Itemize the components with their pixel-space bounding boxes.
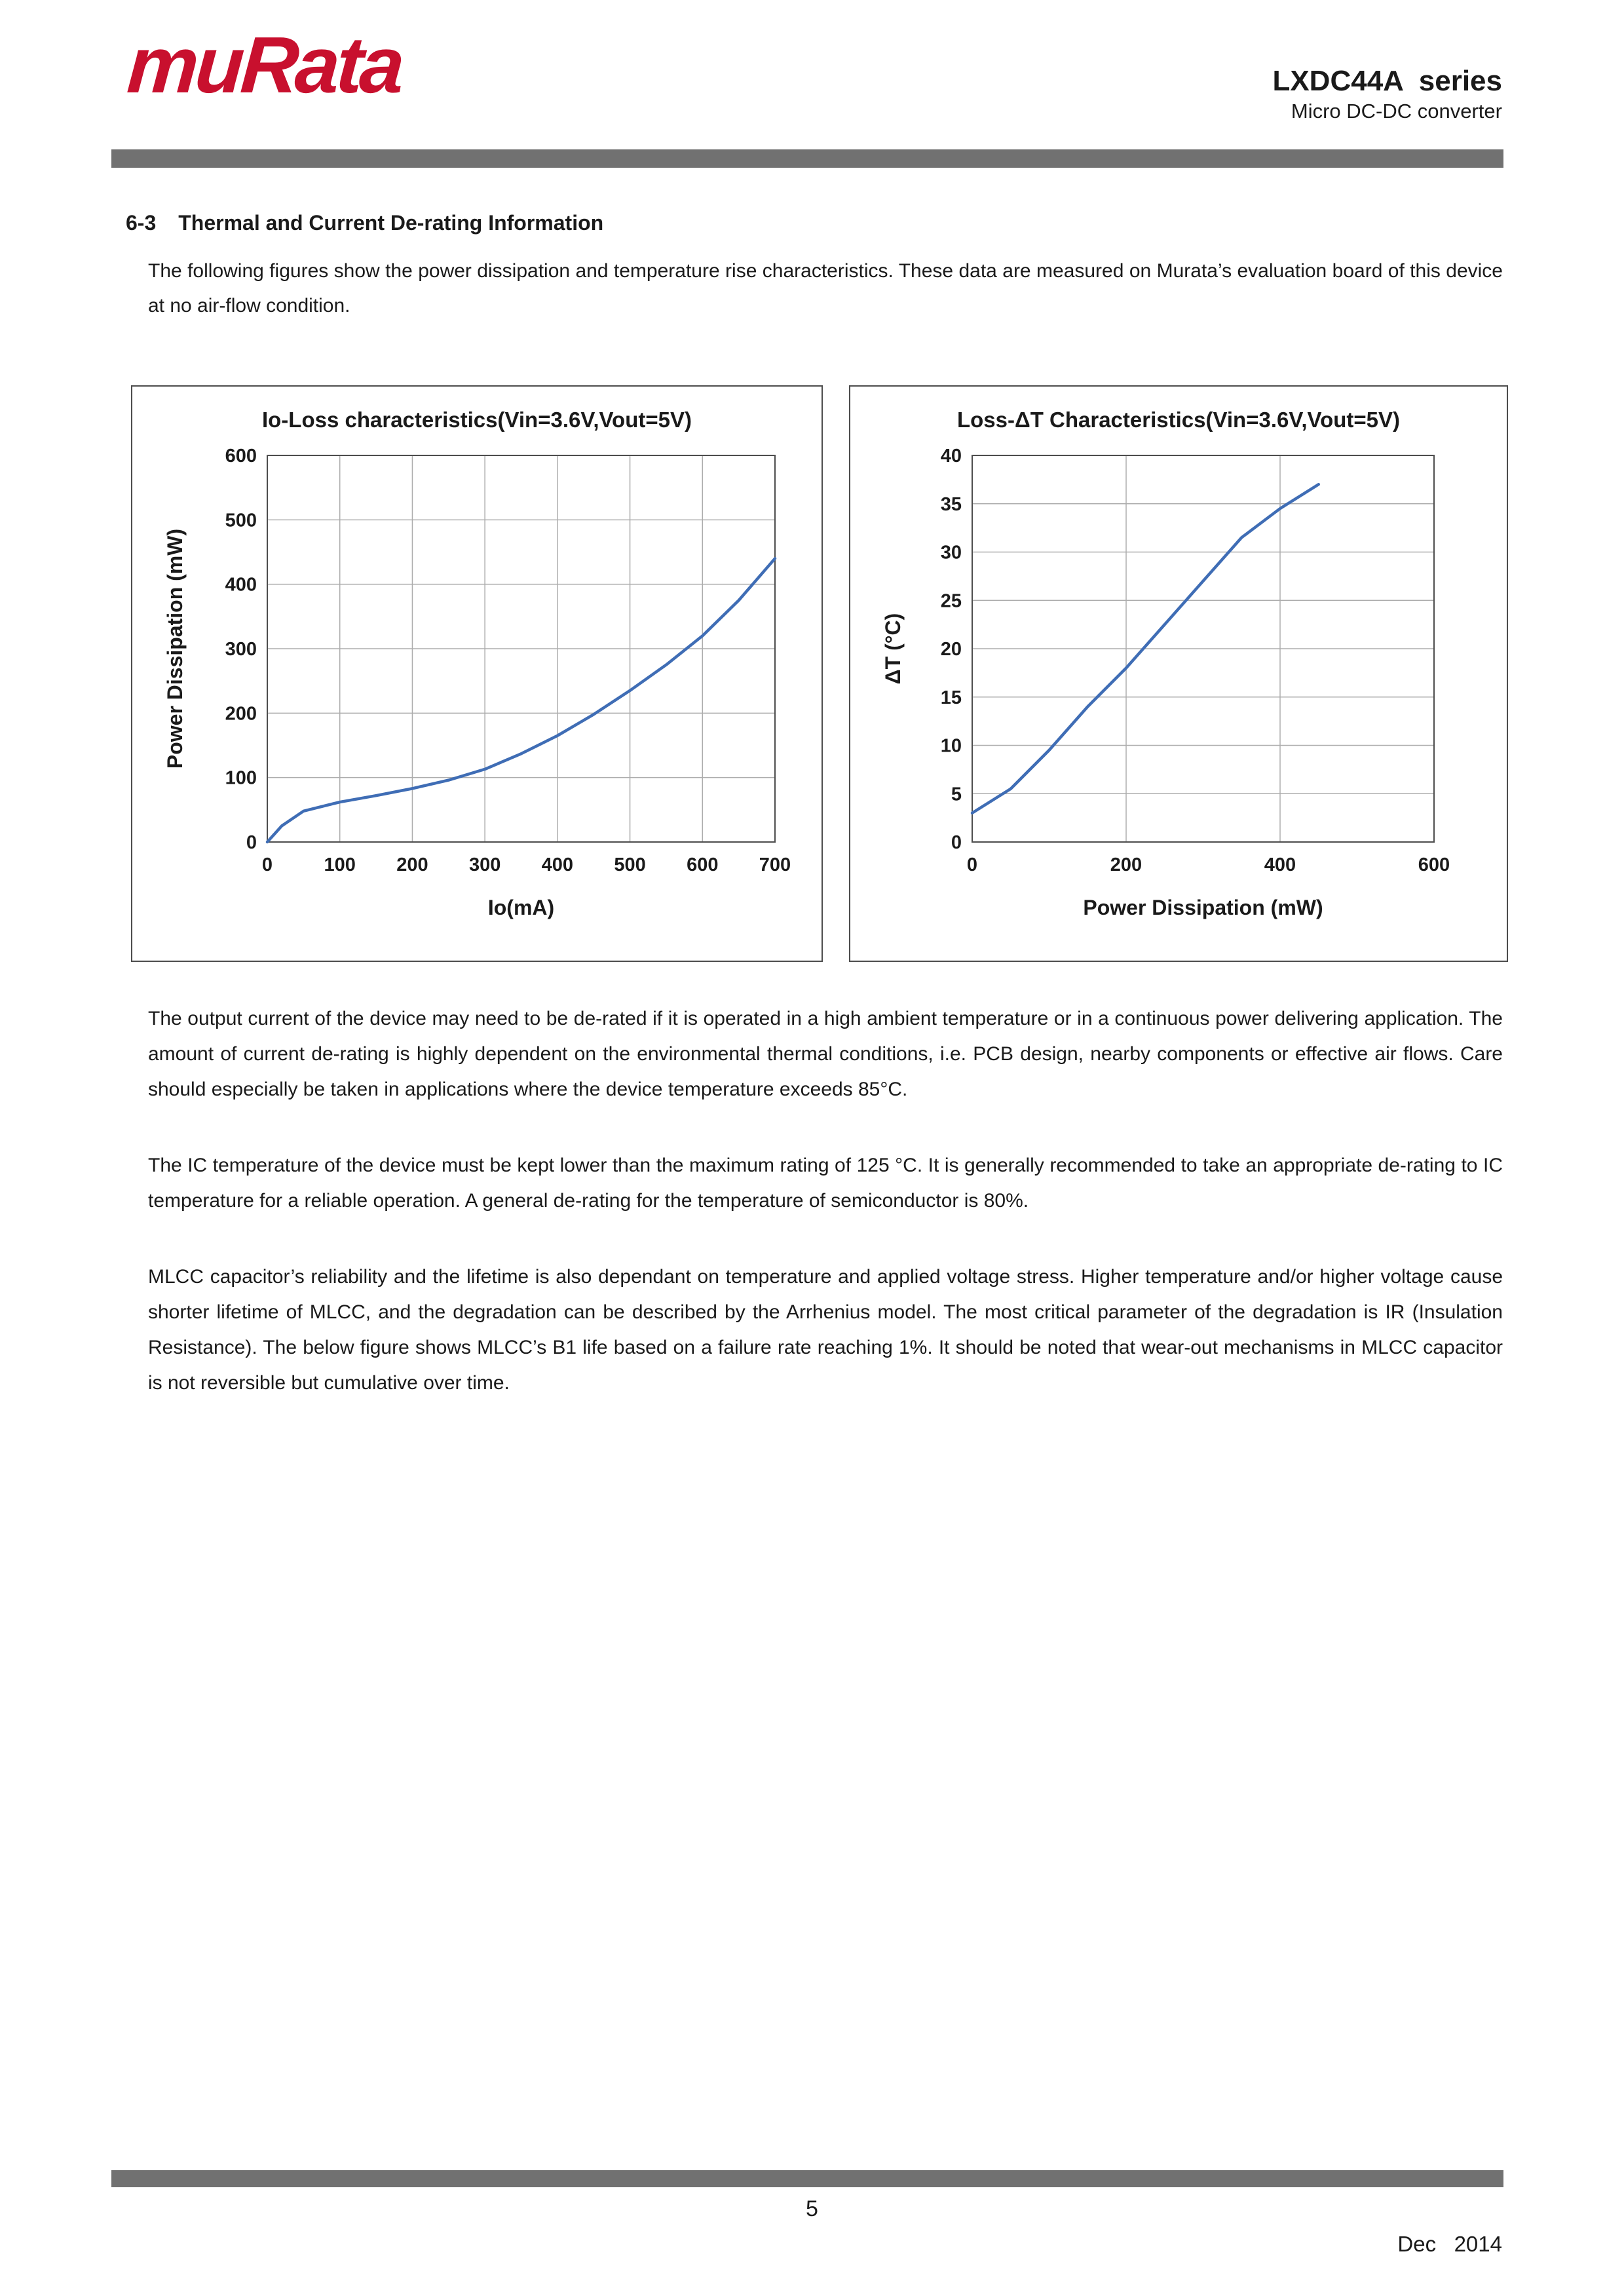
section-number: 6-3 bbox=[126, 211, 157, 235]
svg-text:200: 200 bbox=[225, 703, 257, 725]
chart-title-loss-dt: Loss-ΔT Characteristics(Vin=3.6V,Vout=5V) bbox=[956, 408, 1401, 432]
svg-text:Power Dissipation (mW): Power Dissipation (mW) bbox=[1083, 896, 1323, 919]
header-divider-bar bbox=[111, 149, 1503, 168]
product-subtitle: Micro DC-DC converter bbox=[1291, 100, 1502, 123]
svg-text:15: 15 bbox=[940, 687, 962, 708]
svg-text:200: 200 bbox=[1110, 854, 1142, 875]
svg-text:500: 500 bbox=[225, 510, 257, 531]
svg-text:5: 5 bbox=[951, 784, 962, 805]
svg-text:0: 0 bbox=[966, 854, 978, 875]
svg-text:400: 400 bbox=[225, 574, 257, 596]
svg-text:Io(mA): Io(mA) bbox=[487, 896, 555, 919]
io-loss-chart bbox=[132, 439, 821, 924]
svg-text:400: 400 bbox=[1264, 854, 1296, 875]
svg-text:35: 35 bbox=[940, 493, 962, 515]
svg-text:0: 0 bbox=[951, 832, 962, 853]
svg-text:ΔT (°C): ΔT (°C) bbox=[881, 613, 905, 685]
svg-text:0: 0 bbox=[246, 832, 257, 853]
svg-text:100: 100 bbox=[324, 854, 356, 875]
figure-loss-dt bbox=[849, 385, 1508, 962]
svg-text:20: 20 bbox=[940, 639, 962, 660]
paragraph-derating: The output current of the device may need to be de-rated if it is operated in a high ambient temperature or in a continuous power delivering application. The amount of current de-rating is highly dependent on the environmental thermal conditions, i.e. PCB design, nearby components or effective air flows. Care should especially be taken in applications where the device temperature exceeds 85°C. bbox=[148, 1008, 1503, 1100]
svg-text:0: 0 bbox=[261, 854, 273, 875]
svg-text:200: 200 bbox=[396, 854, 428, 875]
paragraph-ic-temperature: The IC temperature of the device must be kept lower than the maximum rating of 125 °C. It is generally recommended to take an appropriate de-rating to IC temperature for a reliable operation. A general de-rating for the temperature of semiconductor is 80%. bbox=[148, 1155, 1503, 1212]
footer-date: Dec 2014 bbox=[1397, 2232, 1502, 2256]
svg-text:300: 300 bbox=[225, 639, 257, 660]
figure-io-loss bbox=[131, 385, 823, 962]
svg-text:700: 700 bbox=[759, 854, 791, 875]
header-right bbox=[1272, 66, 1502, 123]
svg-text:500: 500 bbox=[614, 854, 646, 875]
page-number: 5 bbox=[806, 2196, 818, 2221]
footer-divider-bar bbox=[111, 2170, 1503, 2187]
section-title: Thermal and Current De-rating Information bbox=[178, 211, 604, 235]
body-text bbox=[148, 1001, 1503, 1442]
svg-text:400: 400 bbox=[541, 854, 574, 875]
loss-dt-chart bbox=[850, 439, 1507, 924]
svg-text:30: 30 bbox=[940, 542, 962, 564]
svg-text:25: 25 bbox=[940, 590, 962, 612]
paragraph-mlcc-reliability: MLCC capacitor’s reliability and the lifetime is also dependant on temperature and applied voltage stress. Higher temperature and/or higher voltage cause shorter lifetime of MLCC, and the degradation can be described by the Arrhenius model. The most critical parameter of the degradation is IR (Insulation Resistance). The below figure shows MLCC’s B1 life based on a failure rate reaching 1%. It should be noted that wear-out mechanisms in MLCC capacitor is not reversible but cumulative over time. bbox=[148, 1266, 1503, 1394]
svg-text:10: 10 bbox=[940, 735, 962, 757]
svg-text:Power Dissipation (mW): Power Dissipation (mW) bbox=[163, 528, 187, 769]
svg-text:40: 40 bbox=[940, 446, 962, 467]
svg-text:300: 300 bbox=[468, 854, 501, 875]
murata-logo: muRata bbox=[124, 20, 405, 109]
series-title: LXDC44A series bbox=[1272, 65, 1502, 97]
svg-text:600: 600 bbox=[225, 446, 257, 467]
svg-text:600: 600 bbox=[1418, 854, 1450, 875]
figures-row bbox=[131, 385, 1508, 962]
section-heading bbox=[126, 211, 603, 235]
section-intro-paragraph: The following figures show the power dissipation and temperature rise characteristics. These data are measured on Murata’s evaluation board of this device at no air-flow condition. bbox=[148, 260, 1503, 316]
chart-title-io-loss: Io-Loss characteristics(Vin=3.6V,Vout=5V) bbox=[261, 408, 692, 432]
svg-text:100: 100 bbox=[225, 767, 257, 789]
svg-text:600: 600 bbox=[687, 854, 719, 875]
